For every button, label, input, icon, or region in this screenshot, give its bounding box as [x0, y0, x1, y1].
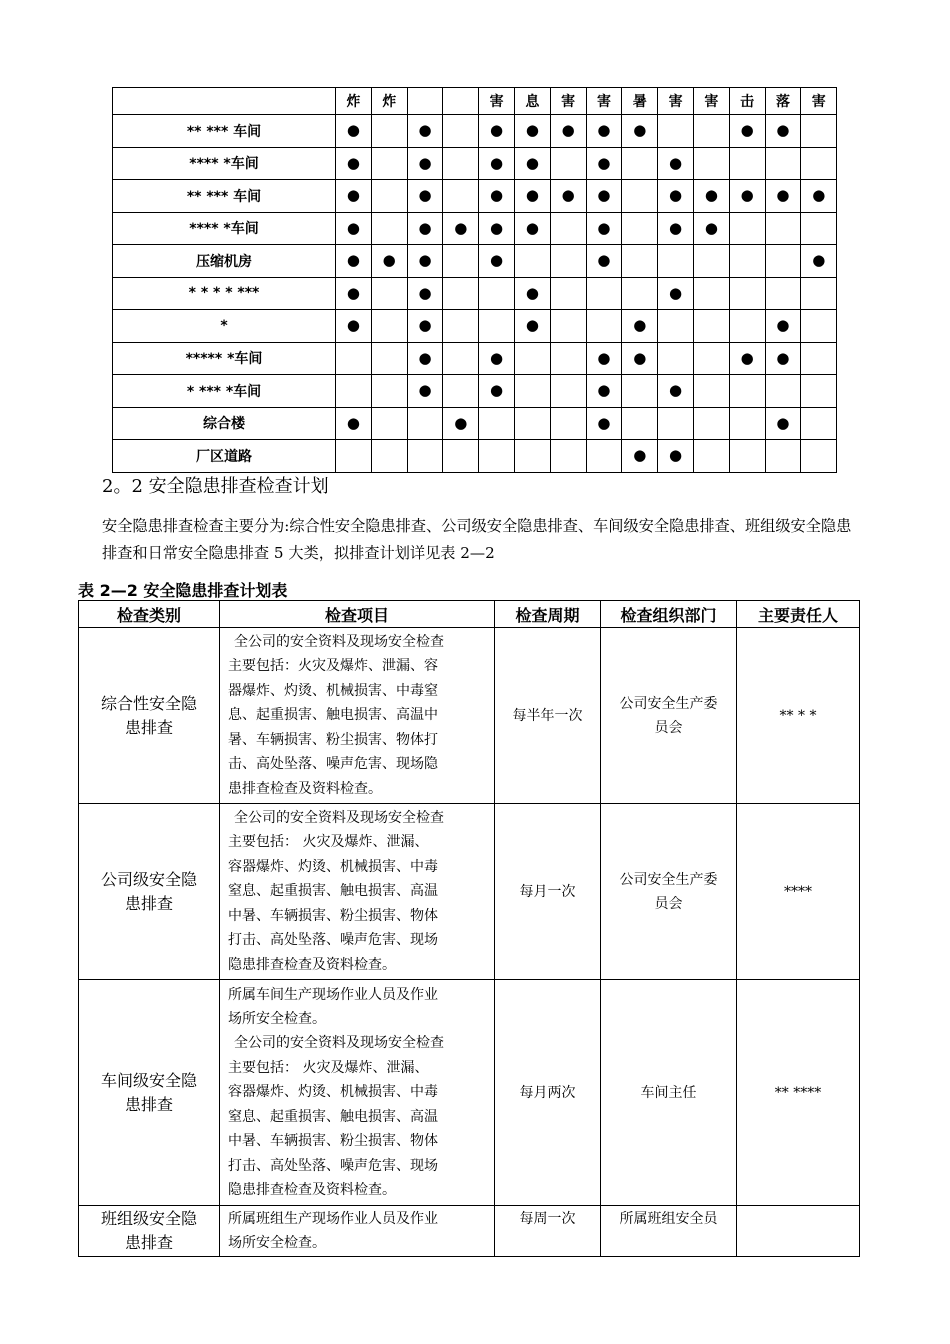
- hazard-dot-cell: ●: [586, 245, 622, 278]
- hazard-dot-cell: [550, 342, 586, 375]
- col-header-dept: 检查组织部门: [601, 601, 737, 628]
- hazard-dot-cell: [371, 277, 407, 310]
- hazard-dot-cell: ●: [801, 180, 837, 213]
- matrix-row: [113, 310, 837, 343]
- hazard-dot-cell: ●: [729, 115, 765, 148]
- hazard-dot-cell: ●: [514, 310, 550, 343]
- hazard-dot-cell: [586, 277, 622, 310]
- hazard-dot-cell: ●: [586, 375, 622, 408]
- plan-period-cell: 每月两次: [495, 980, 601, 1206]
- matrix-header-cell: [407, 88, 443, 115]
- hazard-dot-cell: [765, 277, 801, 310]
- hazard-dot-cell: ●: [729, 342, 765, 375]
- hazard-dot-cell: [693, 147, 729, 180]
- hazard-dot-cell: [514, 375, 550, 408]
- hazard-dot-cell: ●: [407, 342, 443, 375]
- matrix-row: [113, 375, 837, 408]
- hazard-dot-cell: [443, 245, 479, 278]
- hazard-dot-cell: ●: [658, 375, 694, 408]
- col-header-category: 检查类别: [79, 601, 220, 628]
- category-line: 车间级安全隐: [100, 1070, 197, 1090]
- hazard-dot-cell: ●: [336, 147, 372, 180]
- hazard-dot-cell: [765, 440, 801, 473]
- hazard-dot-cell: ●: [658, 277, 694, 310]
- plan-category-cell: [79, 804, 220, 980]
- matrix-header-cell: 害: [479, 88, 515, 115]
- matrix-row-name: ** *** 车间: [113, 180, 336, 213]
- matrix-header-cell: 暑: [622, 88, 658, 115]
- hazard-dot-cell: [443, 147, 479, 180]
- plan-items-cell: [220, 804, 495, 980]
- matrix-row-name: 厂区道路: [113, 440, 336, 473]
- hazard-dot-cell: ●: [550, 180, 586, 213]
- matrix-row: [113, 342, 837, 375]
- section-heading: 2。2 安全隐患排查检查计划: [102, 476, 329, 497]
- col-header-period: 检查周期: [495, 601, 601, 628]
- hazard-dot-cell: [658, 245, 694, 278]
- hazard-dot-cell: ●: [407, 212, 443, 245]
- hazard-dot-cell: ●: [801, 245, 837, 278]
- hazard-dot-cell: ●: [765, 310, 801, 343]
- hazard-dot-cell: ●: [514, 115, 550, 148]
- hazard-dot-cell: [443, 115, 479, 148]
- hazard-dot-cell: [407, 407, 443, 440]
- hazard-dot-cell: ●: [586, 147, 622, 180]
- hazard-dot-cell: [801, 147, 837, 180]
- hazard-dot-cell: [514, 342, 550, 375]
- category-line: 患排查: [124, 893, 173, 913]
- hazard-dot-cell: ●: [514, 147, 550, 180]
- plan-items-cell: [220, 628, 495, 804]
- hazard-dot-cell: [622, 147, 658, 180]
- plan-period-cell: 每月一次: [495, 804, 601, 980]
- hazard-dot-cell: ●: [407, 180, 443, 213]
- hazard-dot-cell: [693, 407, 729, 440]
- item-line: 全公司的安全资料及现场安全检查: [234, 1035, 444, 1052]
- plan-items-cell: [220, 1206, 495, 1257]
- hazard-dot-cell: [479, 277, 515, 310]
- hazard-dot-cell: [729, 407, 765, 440]
- hazard-dot-cell: [479, 310, 515, 343]
- hazard-dot-cell: ●: [336, 115, 372, 148]
- matrix-header-cell: 击: [729, 88, 765, 115]
- hazard-dot-cell: [371, 180, 407, 213]
- item-line: 全公司的安全资料及现场安全检查: [234, 810, 444, 827]
- hazard-dot-cell: [801, 115, 837, 148]
- hazard-dot-cell: ●: [622, 342, 658, 375]
- matrix-header-row: [113, 88, 837, 115]
- hazard-dot-cell: [801, 212, 837, 245]
- matrix-row-name: **** *车间: [113, 147, 336, 180]
- matrix-header-cell: 落: [765, 88, 801, 115]
- item-line: 隐患排查检查及资料检查。: [228, 956, 396, 973]
- hazard-dot-cell: ●: [693, 212, 729, 245]
- hazard-dot-cell: ●: [514, 277, 550, 310]
- hazard-dot-cell: [550, 440, 586, 473]
- matrix-header-cell: 炸: [336, 88, 372, 115]
- hazard-dot-cell: [336, 375, 372, 408]
- plan-person-cell: ****: [737, 804, 860, 980]
- hazard-dot-cell: [336, 440, 372, 473]
- plan-person-cell: ** ****: [737, 980, 860, 1206]
- matrix-row: [113, 440, 837, 473]
- hazard-dot-cell: [550, 277, 586, 310]
- hazard-dot-cell: [729, 245, 765, 278]
- hazard-dot-cell: ●: [336, 277, 372, 310]
- matrix-row-name: ** *** 车间: [113, 115, 336, 148]
- hazard-dot-cell: ●: [765, 342, 801, 375]
- item-line: 打击、高处坠落、噪声危害、现场: [228, 932, 438, 949]
- item-line: 息、起重损害、触电损害、高温中: [228, 707, 438, 724]
- hazard-dot-cell: [622, 277, 658, 310]
- hazard-dot-cell: [693, 440, 729, 473]
- plan-dept-cell: [601, 804, 737, 980]
- hazard-dot-cell: [371, 147, 407, 180]
- hazard-dot-cell: [336, 342, 372, 375]
- hazard-dot-cell: [371, 440, 407, 473]
- item-line: 容器爆炸、灼烫、机械损害、中毒: [228, 858, 438, 875]
- hazard-dot-cell: ●: [407, 245, 443, 278]
- hazard-dot-cell: ●: [407, 310, 443, 343]
- hazard-dot-cell: ●: [765, 180, 801, 213]
- category-line: 患排查: [124, 1094, 173, 1114]
- hazard-matrix-table: [112, 87, 837, 473]
- hazard-dot-cell: [407, 440, 443, 473]
- hazard-dot-cell: ●: [658, 180, 694, 213]
- hazard-dot-cell: ●: [479, 212, 515, 245]
- hazard-dot-cell: [514, 245, 550, 278]
- hazard-dot-cell: [729, 147, 765, 180]
- hazard-dot-cell: [550, 147, 586, 180]
- inspection-plan-table: [78, 600, 860, 1257]
- hazard-dot-cell: [765, 147, 801, 180]
- hazard-dot-cell: [765, 375, 801, 408]
- hazard-dot-cell: [550, 245, 586, 278]
- hazard-dot-cell: ●: [407, 375, 443, 408]
- plan-row: [79, 804, 860, 980]
- item-line: 场所安全检查。: [228, 1235, 326, 1252]
- category-line: 公司级安全隐: [100, 869, 197, 889]
- hazard-dot-cell: ●: [336, 310, 372, 343]
- plan-row: [79, 980, 860, 1206]
- hazard-dot-cell: [550, 375, 586, 408]
- item-line: 器爆炸、灼烫、机械损害、中毒窒: [228, 682, 438, 699]
- dept-line: 公司安全生产委: [619, 871, 718, 888]
- hazard-dot-cell: [514, 440, 550, 473]
- hazard-dot-cell: ●: [586, 342, 622, 375]
- item-line: 患排查检查及资料检查。: [228, 780, 382, 797]
- hazard-dot-cell: ●: [550, 115, 586, 148]
- plan-dept-cell: [601, 980, 737, 1206]
- plan-person-cell: ** * *: [737, 628, 860, 804]
- matrix-row: [113, 147, 837, 180]
- hazard-dot-cell: ●: [586, 407, 622, 440]
- matrix-row: [113, 277, 837, 310]
- hazard-dot-cell: [729, 310, 765, 343]
- hazard-dot-cell: ●: [407, 277, 443, 310]
- item-line: 窒息、起重损害、触电损害、高温: [228, 1108, 438, 1125]
- hazard-dot-cell: [658, 342, 694, 375]
- hazard-dot-cell: [479, 440, 515, 473]
- hazard-dot-cell: [729, 440, 765, 473]
- hazard-dot-cell: [622, 407, 658, 440]
- matrix-header-cell: 害: [550, 88, 586, 115]
- hazard-dot-cell: [801, 375, 837, 408]
- hazard-dot-cell: [765, 212, 801, 245]
- hazard-dot-cell: [801, 310, 837, 343]
- hazard-dot-cell: [622, 180, 658, 213]
- dept-line: 员会: [654, 895, 683, 912]
- item-line: 打击、高处坠落、噪声危害、现场: [228, 1157, 438, 1174]
- plan-person-cell: [737, 1206, 860, 1257]
- hazard-dot-cell: [371, 212, 407, 245]
- hazard-dot-cell: [371, 310, 407, 343]
- matrix-row: [113, 180, 837, 213]
- hazard-dot-cell: [371, 342, 407, 375]
- hazard-dot-cell: [693, 375, 729, 408]
- hazard-dot-cell: [443, 375, 479, 408]
- hazard-dot-cell: [658, 407, 694, 440]
- category-line: 班组级安全隐: [100, 1208, 197, 1228]
- hazard-dot-cell: [765, 245, 801, 278]
- hazard-dot-cell: [586, 310, 622, 343]
- matrix-row-name: * *** *车间: [113, 375, 336, 408]
- dept-line: 所属班组安全员: [619, 1211, 718, 1227]
- matrix-row: [113, 245, 837, 278]
- hazard-dot-cell: ●: [407, 115, 443, 148]
- hazard-dot-cell: [693, 342, 729, 375]
- matrix-row: [113, 115, 837, 148]
- hazard-dot-cell: [693, 310, 729, 343]
- hazard-dot-cell: ●: [479, 375, 515, 408]
- matrix-header-cell: 害: [801, 88, 837, 115]
- hazard-dot-cell: [622, 375, 658, 408]
- dept-line: 车间主任: [640, 1084, 697, 1101]
- item-line: 隐患排查检查及资料检查。: [228, 1181, 396, 1198]
- hazard-dot-cell: [622, 245, 658, 278]
- hazard-dot-cell: [622, 212, 658, 245]
- hazard-dot-cell: ●: [336, 212, 372, 245]
- hazard-dot-cell: [443, 440, 479, 473]
- hazard-dot-cell: [443, 180, 479, 213]
- hazard-dot-cell: [443, 310, 479, 343]
- hazard-dot-cell: ●: [514, 180, 550, 213]
- item-line: 击、高处坠落、噪声危害、现场隐: [228, 756, 438, 773]
- plan-row: [79, 1206, 860, 1257]
- plan-items-cell: [220, 980, 495, 1206]
- item-line: 场所安全检查。: [228, 1011, 326, 1028]
- hazard-dot-cell: [693, 115, 729, 148]
- dept-line: 员会: [654, 719, 683, 736]
- item-line: 中暑、车辆损害、粉尘损害、物体: [228, 907, 438, 924]
- matrix-header-cell: 息: [514, 88, 550, 115]
- plan-period-cell: 每半年一次: [495, 628, 601, 804]
- matrix-row: [113, 212, 837, 245]
- matrix-row-name: ***** *车间: [113, 342, 336, 375]
- col-header-items: 检查项目: [220, 601, 495, 628]
- hazard-dot-cell: [371, 375, 407, 408]
- hazard-dot-cell: ●: [658, 147, 694, 180]
- hazard-dot-cell: ●: [479, 245, 515, 278]
- hazard-dot-cell: [586, 440, 622, 473]
- table-caption: 表 2—2 安全隐患排查计划表: [78, 581, 288, 600]
- hazard-dot-cell: [729, 277, 765, 310]
- hazard-dot-cell: ●: [479, 180, 515, 213]
- hazard-dot-cell: [693, 245, 729, 278]
- hazard-dot-cell: [658, 115, 694, 148]
- item-line: 中暑、车辆损害、粉尘损害、物体: [228, 1133, 438, 1150]
- matrix-row-name: 综合楼: [113, 407, 336, 440]
- hazard-dot-cell: ●: [586, 212, 622, 245]
- hazard-dot-cell: ●: [479, 115, 515, 148]
- hazard-dot-cell: ●: [336, 407, 372, 440]
- category-line: 患排查: [124, 1232, 173, 1252]
- hazard-dot-cell: ●: [371, 245, 407, 278]
- matrix-header-cell: 害: [586, 88, 622, 115]
- item-line: 所属车间生产现场作业人员及作业: [228, 986, 438, 1003]
- matrix-row-name: *: [113, 310, 336, 343]
- hazard-dot-cell: [729, 375, 765, 408]
- plan-period-cell: 每周一次: [495, 1206, 601, 1257]
- hazard-dot-cell: ●: [729, 180, 765, 213]
- hazard-dot-cell: ●: [765, 115, 801, 148]
- plan-dept-cell: [601, 628, 737, 804]
- hazard-dot-cell: [801, 277, 837, 310]
- item-line: 主要包括：火灾及爆炸、泄漏、容: [228, 658, 438, 675]
- plan-dept-cell: [601, 1206, 737, 1257]
- matrix-row-name: 压缩机房: [113, 245, 336, 278]
- hazard-dot-cell: [550, 310, 586, 343]
- hazard-dot-cell: ●: [514, 212, 550, 245]
- col-header-person: 主要责任人: [737, 601, 860, 628]
- hazard-dot-cell: ●: [658, 212, 694, 245]
- hazard-dot-cell: ●: [586, 180, 622, 213]
- matrix-header-cell: 炸: [371, 88, 407, 115]
- section-paragraph: 安全隐患排查检查主要分为:综合性安全隐患排查、公司级安全隐患排查、车间级安全隐患排查、班组级安全隐患排查和日常安全隐患排查 5 大类，拟排查计划详见表 2—2: [102, 517, 852, 562]
- category-line: 患排查: [124, 717, 173, 737]
- plan-category-cell: [79, 628, 220, 804]
- matrix-header-cell: [113, 88, 336, 115]
- plan-header-row: [79, 601, 860, 628]
- hazard-dot-cell: [801, 440, 837, 473]
- matrix-row-name: **** *车间: [113, 212, 336, 245]
- hazard-dot-cell: [371, 115, 407, 148]
- matrix-row-name: * * * * ***: [113, 277, 336, 310]
- item-line: 容器爆炸、灼烫、机械损害、中毒: [228, 1084, 438, 1101]
- hazard-dot-cell: ●: [443, 407, 479, 440]
- hazard-dot-cell: ●: [407, 147, 443, 180]
- hazard-dot-cell: ●: [693, 180, 729, 213]
- hazard-dot-cell: ●: [479, 342, 515, 375]
- plan-category-cell: [79, 980, 220, 1206]
- matrix-header-cell: [443, 88, 479, 115]
- hazard-dot-cell: [479, 407, 515, 440]
- item-line: 暑、车辆损害、粉尘损害、物体打: [228, 731, 438, 748]
- hazard-dot-cell: [801, 407, 837, 440]
- hazard-dot-cell: [550, 407, 586, 440]
- matrix-row: [113, 407, 837, 440]
- matrix-header-cell: 害: [658, 88, 694, 115]
- item-line: 全公司的安全资料及现场安全检查: [234, 634, 444, 651]
- hazard-dot-cell: ●: [765, 407, 801, 440]
- hazard-dot-cell: ●: [336, 180, 372, 213]
- hazard-dot-cell: [693, 277, 729, 310]
- item-line: 主要包括： 火灾及爆炸、泄漏、: [228, 834, 429, 851]
- hazard-dot-cell: ●: [336, 245, 372, 278]
- hazard-dot-cell: ●: [479, 147, 515, 180]
- item-line: 主要包括： 火灾及爆炸、泄漏、: [228, 1059, 429, 1076]
- hazard-dot-cell: [371, 407, 407, 440]
- hazard-dot-cell: ●: [622, 440, 658, 473]
- hazard-dot-cell: [801, 342, 837, 375]
- hazard-dot-cell: ●: [443, 212, 479, 245]
- category-line: 综合性安全隐: [100, 693, 197, 713]
- hazard-dot-cell: ●: [622, 115, 658, 148]
- dept-line: 公司安全生产委: [619, 695, 718, 712]
- item-line: 窒息、起重损害、触电损害、高温: [228, 883, 438, 900]
- hazard-dot-cell: [729, 212, 765, 245]
- plan-row: [79, 628, 860, 804]
- hazard-dot-cell: [443, 277, 479, 310]
- hazard-dot-cell: [514, 407, 550, 440]
- hazard-dot-cell: [550, 212, 586, 245]
- hazard-dot-cell: ●: [586, 115, 622, 148]
- hazard-dot-cell: ●: [658, 440, 694, 473]
- matrix-header-cell: 害: [693, 88, 729, 115]
- hazard-dot-cell: [443, 342, 479, 375]
- plan-category-cell: [79, 1206, 220, 1257]
- hazard-dot-cell: ●: [622, 310, 658, 343]
- hazard-dot-cell: [658, 310, 694, 343]
- item-line: 所属班组生产现场作业人员及作业: [228, 1211, 438, 1227]
